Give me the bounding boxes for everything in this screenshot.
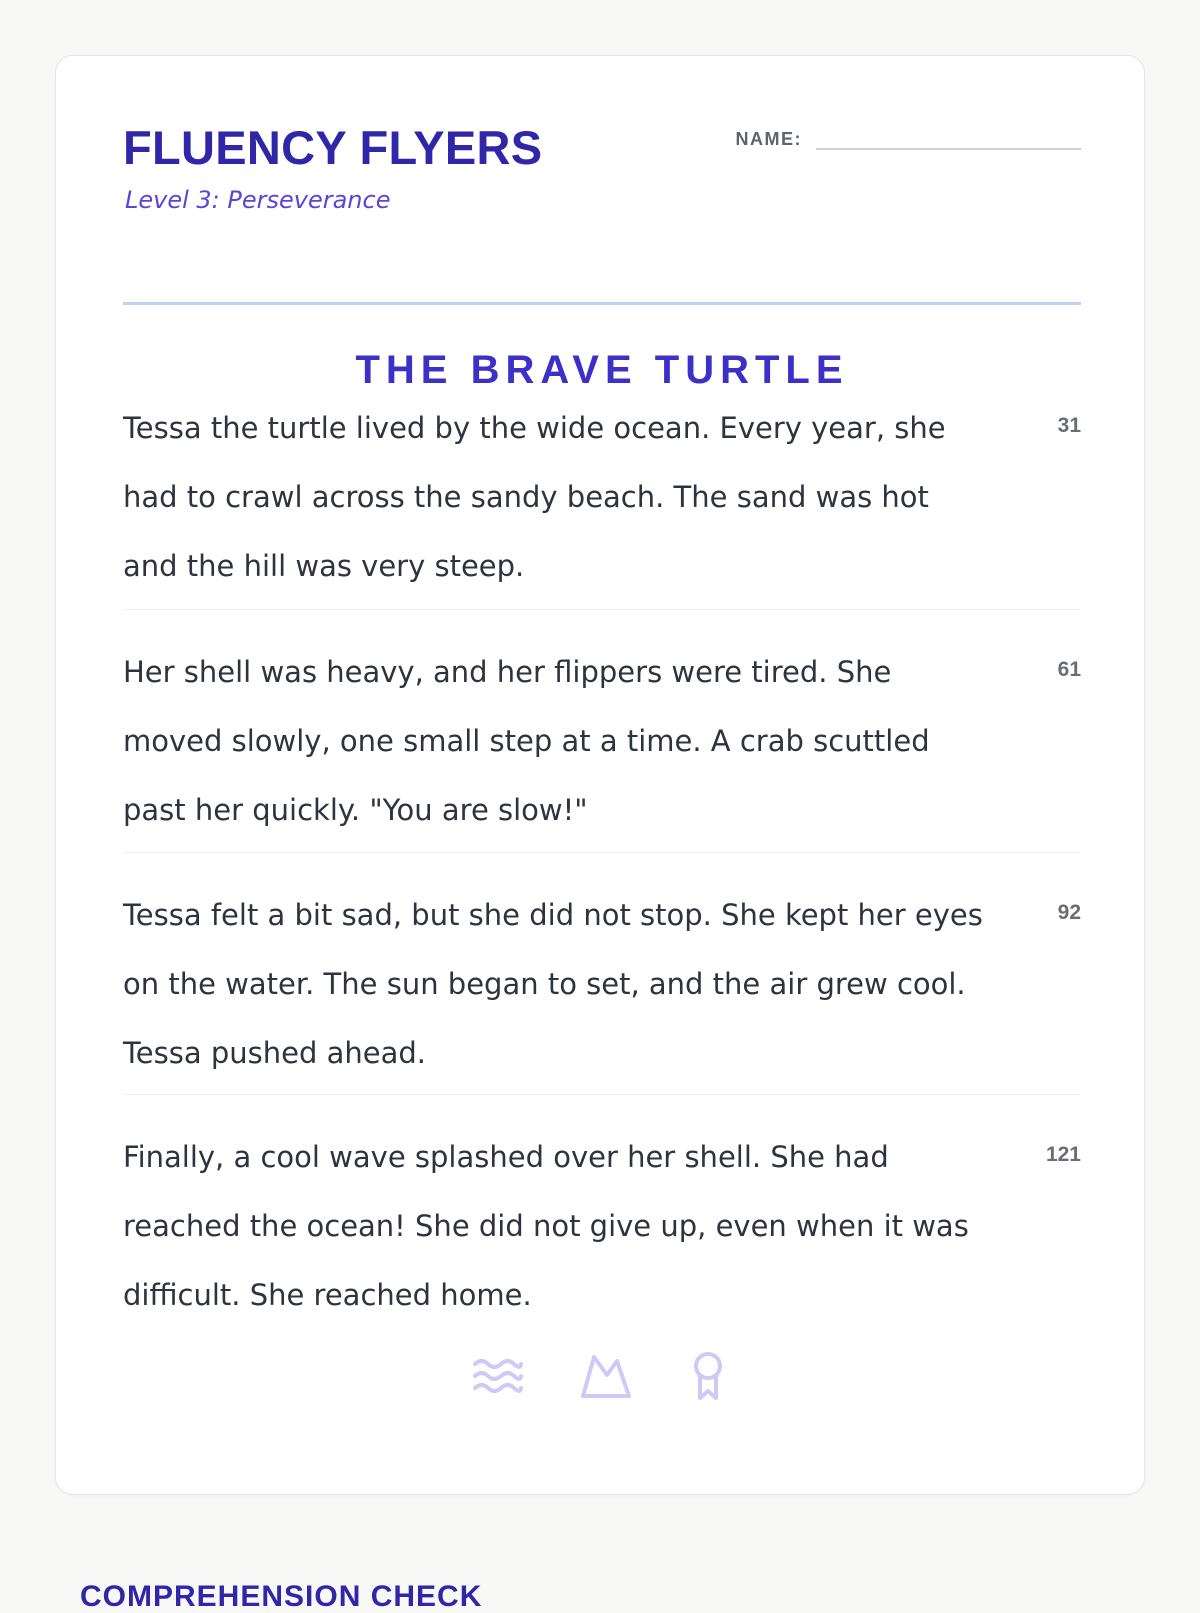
reading-card [55, 55, 1145, 1495]
name-label: NAME: [735, 129, 802, 149]
passage-paragraph [123, 881, 1081, 1088]
mountain-icon [580, 1353, 632, 1399]
header-divider [123, 302, 1081, 305]
level-subtitle: Level 3: Perseverance [125, 186, 391, 214]
paragraph-divider [123, 609, 1081, 610]
passage-paragraph [123, 1123, 1081, 1330]
paragraph-text: Tessa the turtle lived by the wide ocean. Every year, she had to crawl across the sandy beach. The sand was hot and the hill was very steep. [123, 411, 946, 583]
paragraph-text: Finally, a cool wave splashed over her shell. She had reached the ocean! She did not give up, even when it was difficult. She reached home. [123, 1140, 969, 1312]
name-write-line[interactable] [816, 128, 1081, 150]
award-ribbon-icon [688, 1351, 728, 1401]
passage-paragraph [123, 638, 1081, 845]
paragraph-text: Tessa felt a bit sad, but she did not stop. She kept her eyes on the water. The sun began to set, and the air grew cool. Tessa pushed ahead. [123, 898, 983, 1070]
word-count: 121 [1045, 1143, 1081, 1166]
passage-paragraph [123, 394, 1081, 601]
name-field [736, 128, 1082, 150]
story-title: THE BRAVE TURTLE [355, 348, 849, 392]
paragraph-divider [123, 1094, 1081, 1095]
worksheet-title: FLUENCY FLYERS [123, 121, 543, 174]
word-count: 31 [1057, 414, 1081, 437]
decorative-icons [56, 1346, 1144, 1406]
comprehension-check-heading: COMPREHENSION CHECK [80, 1580, 483, 1613]
paragraph-text: Her shell was heavy, and her flippers were tired. She moved slowly, one small step at a time. A crab scuttled past her quickly. "You are slow!" [123, 655, 930, 827]
paragraph-divider [123, 852, 1081, 853]
worksheet-header [123, 121, 1081, 306]
word-count: 61 [1057, 658, 1081, 681]
word-count: 92 [1057, 901, 1081, 924]
waves-icon [472, 1356, 524, 1396]
